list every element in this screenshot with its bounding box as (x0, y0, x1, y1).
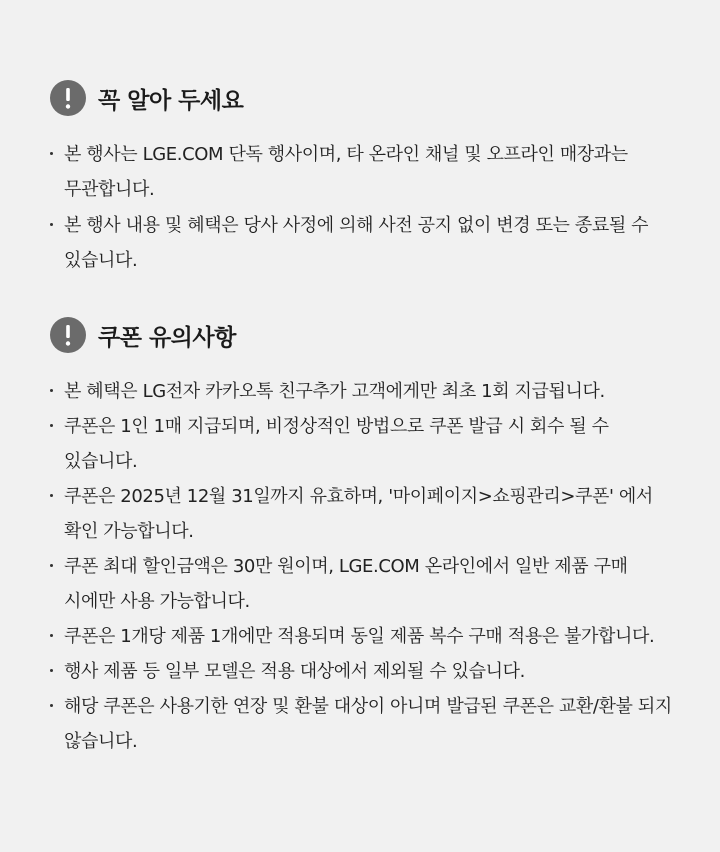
notice-list (50, 137, 680, 278)
exclamation-icon (50, 317, 86, 353)
coupon-note-item: 본 혜택은 LG전자 카카오톡 친구추가 고객에게만 최초 1회 지급됩니다. (50, 374, 680, 409)
coupon-note-item: 쿠폰은 1개당 제품 1개에만 적용되며 동일 제품 복수 구매 적용은 불가합니다. (50, 619, 680, 654)
notice-item: 본 행사는 LGE.COM 단독 행사이며, 타 온라인 채널 및 오프라인 매장과는 무관합니다. (50, 137, 680, 207)
notice-item: 본 행사 내용 및 혜택은 당사 사정에 의해 사전 공지 없이 변경 또는 종료될 수 있습니다. (50, 208, 680, 278)
coupon-note-item: 쿠폰은 1인 1매 지급되며, 비정상적인 방법으로 쿠폰 발급 시 회수 될 수 있습니다. (50, 409, 680, 479)
notice-section (50, 79, 680, 279)
coupon-notes-title: 쿠폰 유의사항 (98, 324, 236, 351)
coupon-notes-list (50, 374, 680, 759)
coupon-notes-section (50, 316, 680, 759)
coupon-note-item: 쿠폰 최대 할인금액은 30만 원이며, LGE.COM 온라인에서 일반 제품 구매 시에만 사용 가능합니다. (50, 549, 680, 619)
notice-title: 꼭 알아 두세요 (98, 87, 244, 114)
coupon-notes-heading (50, 316, 680, 354)
coupon-note-item: 행사 제품 등 일부 모델은 적용 대상에서 제외될 수 있습니다. (50, 654, 680, 689)
notice-heading (50, 79, 680, 117)
exclamation-icon (50, 80, 86, 116)
coupon-note-item: 해당 쿠폰은 사용기한 연장 및 환불 대상이 아니며 발급된 쿠폰은 교환/환불 되지 않습니다. (50, 689, 680, 759)
coupon-note-item: 쿠폰은 2025년 12월 31일까지 유효하며, '마이페이지>쇼핑관리>쿠폰' 에서 확인 가능합니다. (50, 479, 680, 549)
